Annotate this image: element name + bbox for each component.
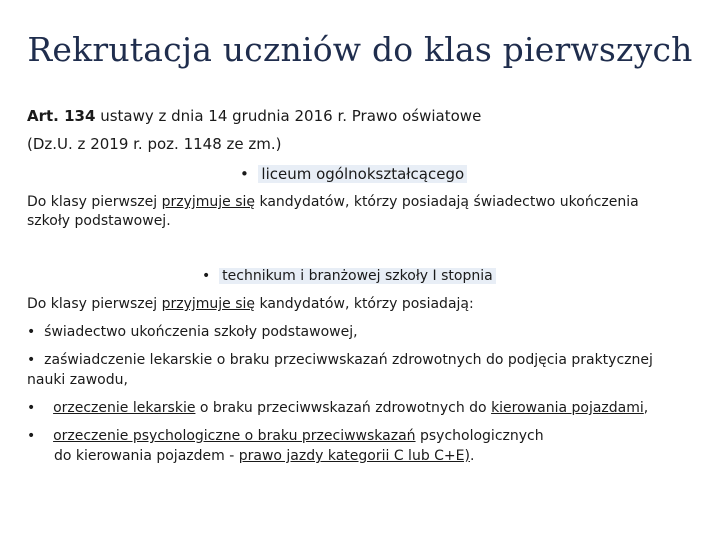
- list-item: [27, 426, 544, 446]
- legal-reference-line2: (Dz.U. z 2019 r. poz. 1148 ze zm.): [27, 135, 282, 153]
- bullet-icon: •: [27, 428, 36, 444]
- list-item-text: .: [469, 448, 475, 464]
- legal-reference-text: ustawy z dnia 14 grudnia 2016 r. Prawo oświatowe: [95, 107, 482, 125]
- article-number: Art. 134: [27, 107, 96, 125]
- list-item-underlined: orzeczenie psychologiczne o braku przeciwwskazań: [53, 428, 416, 444]
- section2-para-start: Do klasy pierwszej: [27, 296, 162, 312]
- bullet-icon: •: [27, 324, 36, 340]
- list-item: [27, 322, 358, 342]
- legal-reference-line1: [27, 106, 481, 126]
- list-item: [27, 350, 653, 370]
- list-item-text: świadectwo ukończenia szkoły podstawowej,: [44, 324, 358, 340]
- list-item-text: ,: [643, 400, 649, 416]
- list-item-underlined: orzeczenie lekarskie: [53, 400, 196, 416]
- section2-para-underlined: przyjmuje się: [161, 296, 256, 312]
- section2-para-end: kandydatów, którzy posiadają:: [255, 296, 474, 312]
- section1-para-end: kandydatów, którzy posiadają świadectwo ukończenia: [255, 194, 639, 210]
- bullet-icon: •: [27, 352, 36, 368]
- list-item-underlined: prawo jazdy kategorii C lub C+E): [238, 448, 470, 464]
- list-item: [27, 398, 648, 418]
- list-item-text: do kierowania pojazdem -: [54, 448, 239, 464]
- list-item-text: zaświadczenie lekarskie o braku przeciwwskazań zdrowotnych do podjęcia praktycznej: [44, 352, 653, 368]
- bullet-icon: •: [240, 165, 249, 183]
- section2-heading: technikum i branżowej szkoły I stopnia: [219, 268, 496, 284]
- section1-para-start: Do klasy pierwszej: [27, 194, 162, 210]
- section2-heading-row: [202, 266, 496, 286]
- list-item-continuation: nauki zawodu,: [27, 372, 128, 388]
- section1-para-underlined: przyjmuje się: [161, 194, 256, 210]
- section1-heading: liceum ogólnokształcącego: [258, 165, 467, 183]
- section2-paragraph: [27, 294, 474, 314]
- bullet-icon: •: [27, 400, 36, 416]
- section1-paragraph-line2: szkoły podstawowej.: [27, 213, 171, 229]
- list-item-text: o braku przeciwwskazań zdrowotnych do: [195, 400, 492, 416]
- section1-heading-row: [240, 164, 467, 184]
- page-title: Rekrutacja uczniów do klas pierwszych: [27, 30, 693, 69]
- list-item-continuation: [54, 446, 474, 466]
- list-item-text: psychologicznych: [415, 428, 544, 444]
- list-item-underlined: kierowania pojazdami: [491, 400, 644, 416]
- bullet-icon: •: [202, 268, 211, 284]
- section1-paragraph-line1: [27, 192, 639, 212]
